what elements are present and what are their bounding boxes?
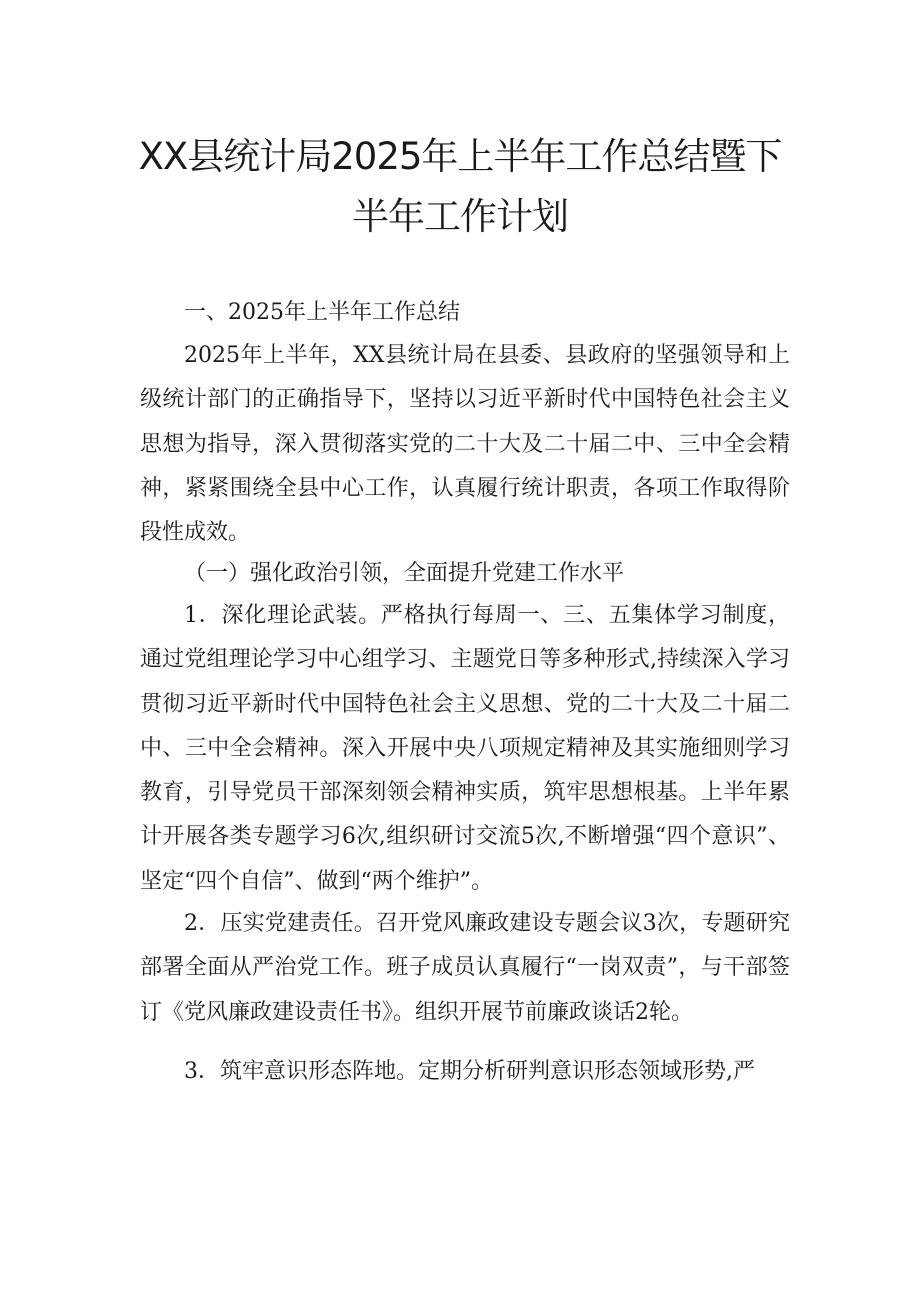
document-title-line-1: XX县统计局2025年上半年工作总结暨下: [138, 135, 782, 178]
paragraph-item-1: 1．深化理论武装。严格执行每周一、三、五集体学习制度，通过党组理论学习中心组学习、主题党日等多种形式,持续深入学习贯彻习近平新时代中国特色社会主义思想、党的二十大及二十届二中、三中全会精神。深入开展中央八项规定精神及其实施细则学习教育，引导党员干部深刻领会精神实质，筑牢思想根基。上半年累计开展各类专题学习6次,组织研讨交流5次,不断增强“四个意识”、坚定“四个自信”、做到“两个维护”。: [140, 603, 790, 894]
intro-paragraph: 2025年上半年，XX县统计局在县委、县政府的坚强领导和上级统计部门的正确指导下，坚持以习近平新时代中国特色社会主义思想为指导，深入贯彻落实党的二十大及二十届二中、三中全会精神，紧紧围绕全县中心工作，认真履行统计职责，各项工作取得阶段性成效。: [140, 343, 790, 546]
section-heading-summary: 一、2025年上半年工作总结: [184, 300, 460, 325]
document-title-line-2: 半年工作计划: [352, 195, 568, 238]
paragraph-item-2: 2．压实党建责任。召开党风廉政建设专题会议3次，专题研究部署全面从严治党工作。班子成员认真履行“一岗双责”，与干部签订《党风廉政建设责任书》。组织开展节前廉政谈话2轮。: [140, 911, 790, 1025]
subsection-heading-party-building: （一）强化政治引领，全面提升党建工作水平: [184, 561, 625, 586]
paragraph-item-3: 3．筑牢意识形态阵地。定期分析研判意识形态领域形势,严: [184, 1059, 755, 1084]
